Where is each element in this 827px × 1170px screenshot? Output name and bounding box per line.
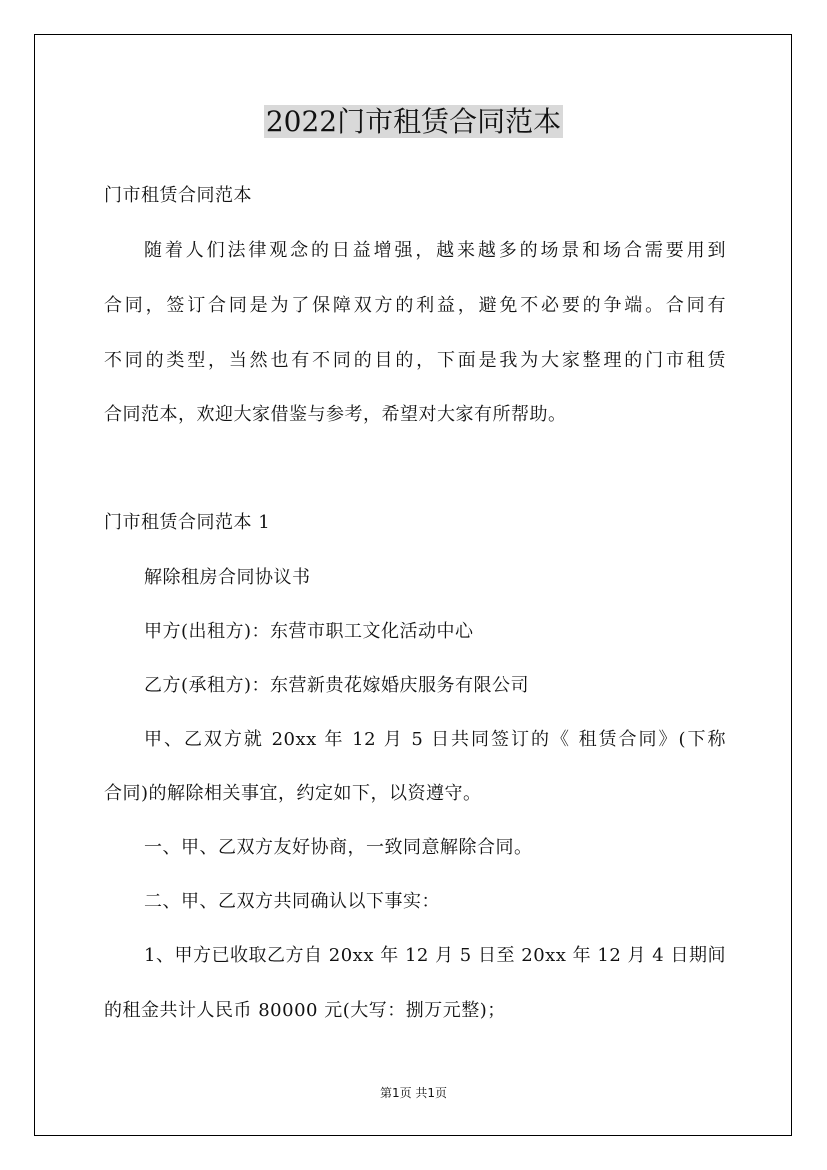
paragraph-line: 不同的类型，当然也有不同的目的，下面是我为大家整理的门市租赁 bbox=[104, 350, 726, 371]
paragraph-line: 1、甲方已收取乙方自 20xx 年 12 月 5 日至 20xx 年 12 月 4 日期间 bbox=[144, 945, 726, 966]
paragraph-line: 解除租房合同协议书 bbox=[144, 567, 311, 588]
page-footer: 第1页 共1页 bbox=[379, 1086, 448, 1100]
paragraph-line: 合同，签订合同是为了保障双方的利益，避免不必要的争端。合同有 bbox=[104, 295, 726, 316]
paragraph-line: 乙方(承租方)：东营新贵花嫁婚庆服务有限公司 bbox=[144, 675, 530, 696]
paragraph-line: 二、甲、乙双方共同确认以下事实： bbox=[144, 891, 440, 912]
section-heading: 门市租赁合同范本 bbox=[104, 185, 252, 206]
paragraph-line: 甲、乙双方就 20xx 年 12 月 5 日共同签订的《 租赁合同》(下称 bbox=[144, 729, 726, 750]
paragraph-line: 甲方(出租方)：东营市职工文化活动中心 bbox=[144, 621, 474, 642]
paragraph-line: 随着人们法律观念的日益增强，越来越多的场景和场合需要用到 bbox=[144, 240, 726, 261]
section-heading: 门市租赁合同范本 1 bbox=[104, 512, 271, 533]
paragraph-line: 的租金共计人民币 80000 元(大写：捌万元整)； bbox=[104, 1000, 506, 1021]
paragraph-line: 合同)的解除相关事宜，约定如下，以资遵守。 bbox=[104, 783, 482, 804]
paragraph-line: 一、甲、乙双方友好协商，一致同意解除合同。 bbox=[144, 837, 533, 858]
paragraph-line: 合同范本，欢迎大家借鉴与参考，希望对大家有所帮助。 bbox=[104, 404, 567, 425]
title-text: 2022门市租赁合同范本 bbox=[265, 105, 562, 138]
document-title bbox=[0, 102, 827, 142]
